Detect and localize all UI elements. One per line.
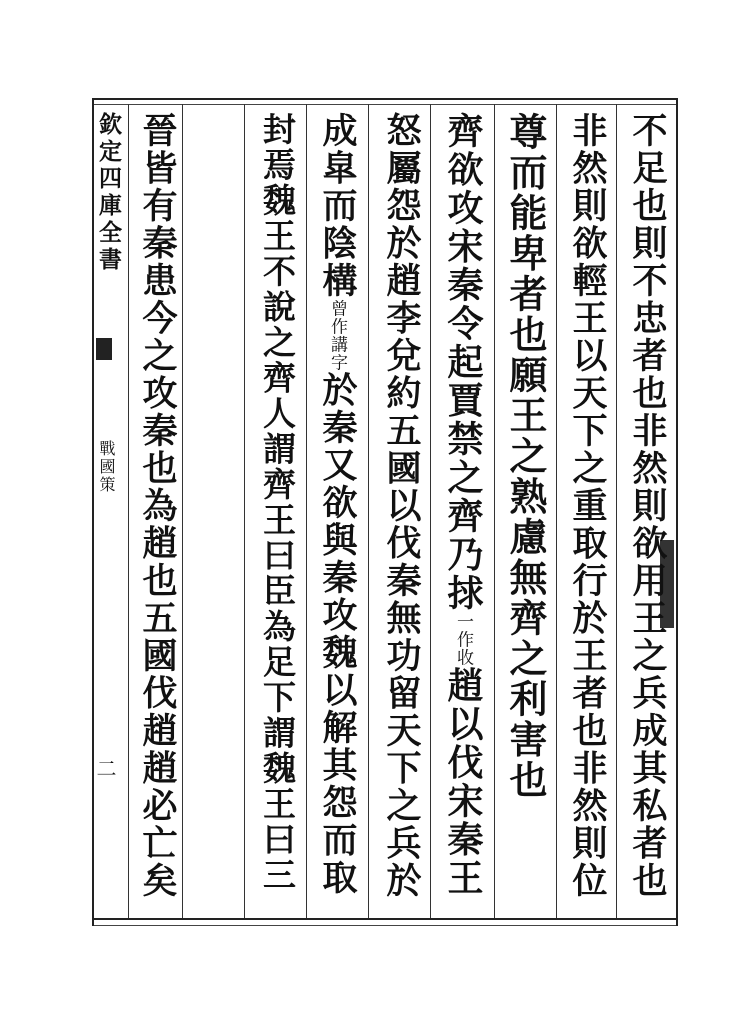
column-text: 尊而能卑者也願王之熟慮無齊之利害也 (503, 112, 548, 801)
column-divider (244, 104, 245, 918)
column-divider (556, 104, 557, 918)
left-border-rule (92, 98, 94, 926)
text-column-4 (440, 112, 486, 898)
text-column-5 (378, 112, 424, 900)
page-number: 二 (93, 758, 117, 778)
column-text: 成皐而陰構 (317, 112, 358, 300)
column-text: 晉皆有秦患今之攻秦也為趙也五國伐趙趙必亡矣 (137, 112, 178, 900)
text-column-2 (564, 112, 610, 900)
column-divider (182, 104, 183, 918)
column-divider (128, 104, 129, 918)
column-divider (306, 104, 307, 918)
bottom-border-rule (92, 918, 676, 920)
fishtail-mark (96, 338, 112, 360)
column-text: 封焉魏王不說之齊人謂齊王曰臣為足下謂魏王曰三 (258, 112, 297, 893)
text-column-8 (134, 112, 180, 900)
book-title: 欽定四庫全書 (95, 112, 122, 274)
column-text: 齊欲攻宋秦令起賈禁之齊乃捄 (442, 112, 484, 613)
column-divider (430, 104, 431, 918)
text-column-3 (502, 112, 548, 801)
column-text-continued: 於秦又欲與秦攻魏以解其怨而取 (317, 371, 358, 897)
column-divider (494, 104, 495, 918)
bottom-inner-rule (92, 925, 676, 926)
right-border-rule (676, 98, 678, 926)
column-divider (616, 104, 617, 918)
text-column-1 (624, 112, 670, 900)
top-border-rule (92, 98, 676, 100)
top-inner-rule (92, 104, 676, 105)
column-divider (368, 104, 369, 918)
annotation-note: 曾作講字 (327, 299, 347, 372)
text-column-6 (314, 112, 360, 897)
column-text-continued: 趙以伐宋秦王 (442, 666, 484, 898)
column-text: 非然則欲輕王以天下之重取行於王者也非然則位 (567, 112, 608, 900)
text-column-7 (254, 112, 300, 893)
column-text: 不足也則不忠者也非然則欲用王之兵成其私者也 (627, 112, 668, 900)
annotation-note: 一作收 (453, 612, 473, 667)
column-text: 怒屬怨於趙李兌約五國以伐秦無功留天下之兵於 (381, 112, 422, 900)
section-title: 戰國策 (97, 440, 116, 494)
